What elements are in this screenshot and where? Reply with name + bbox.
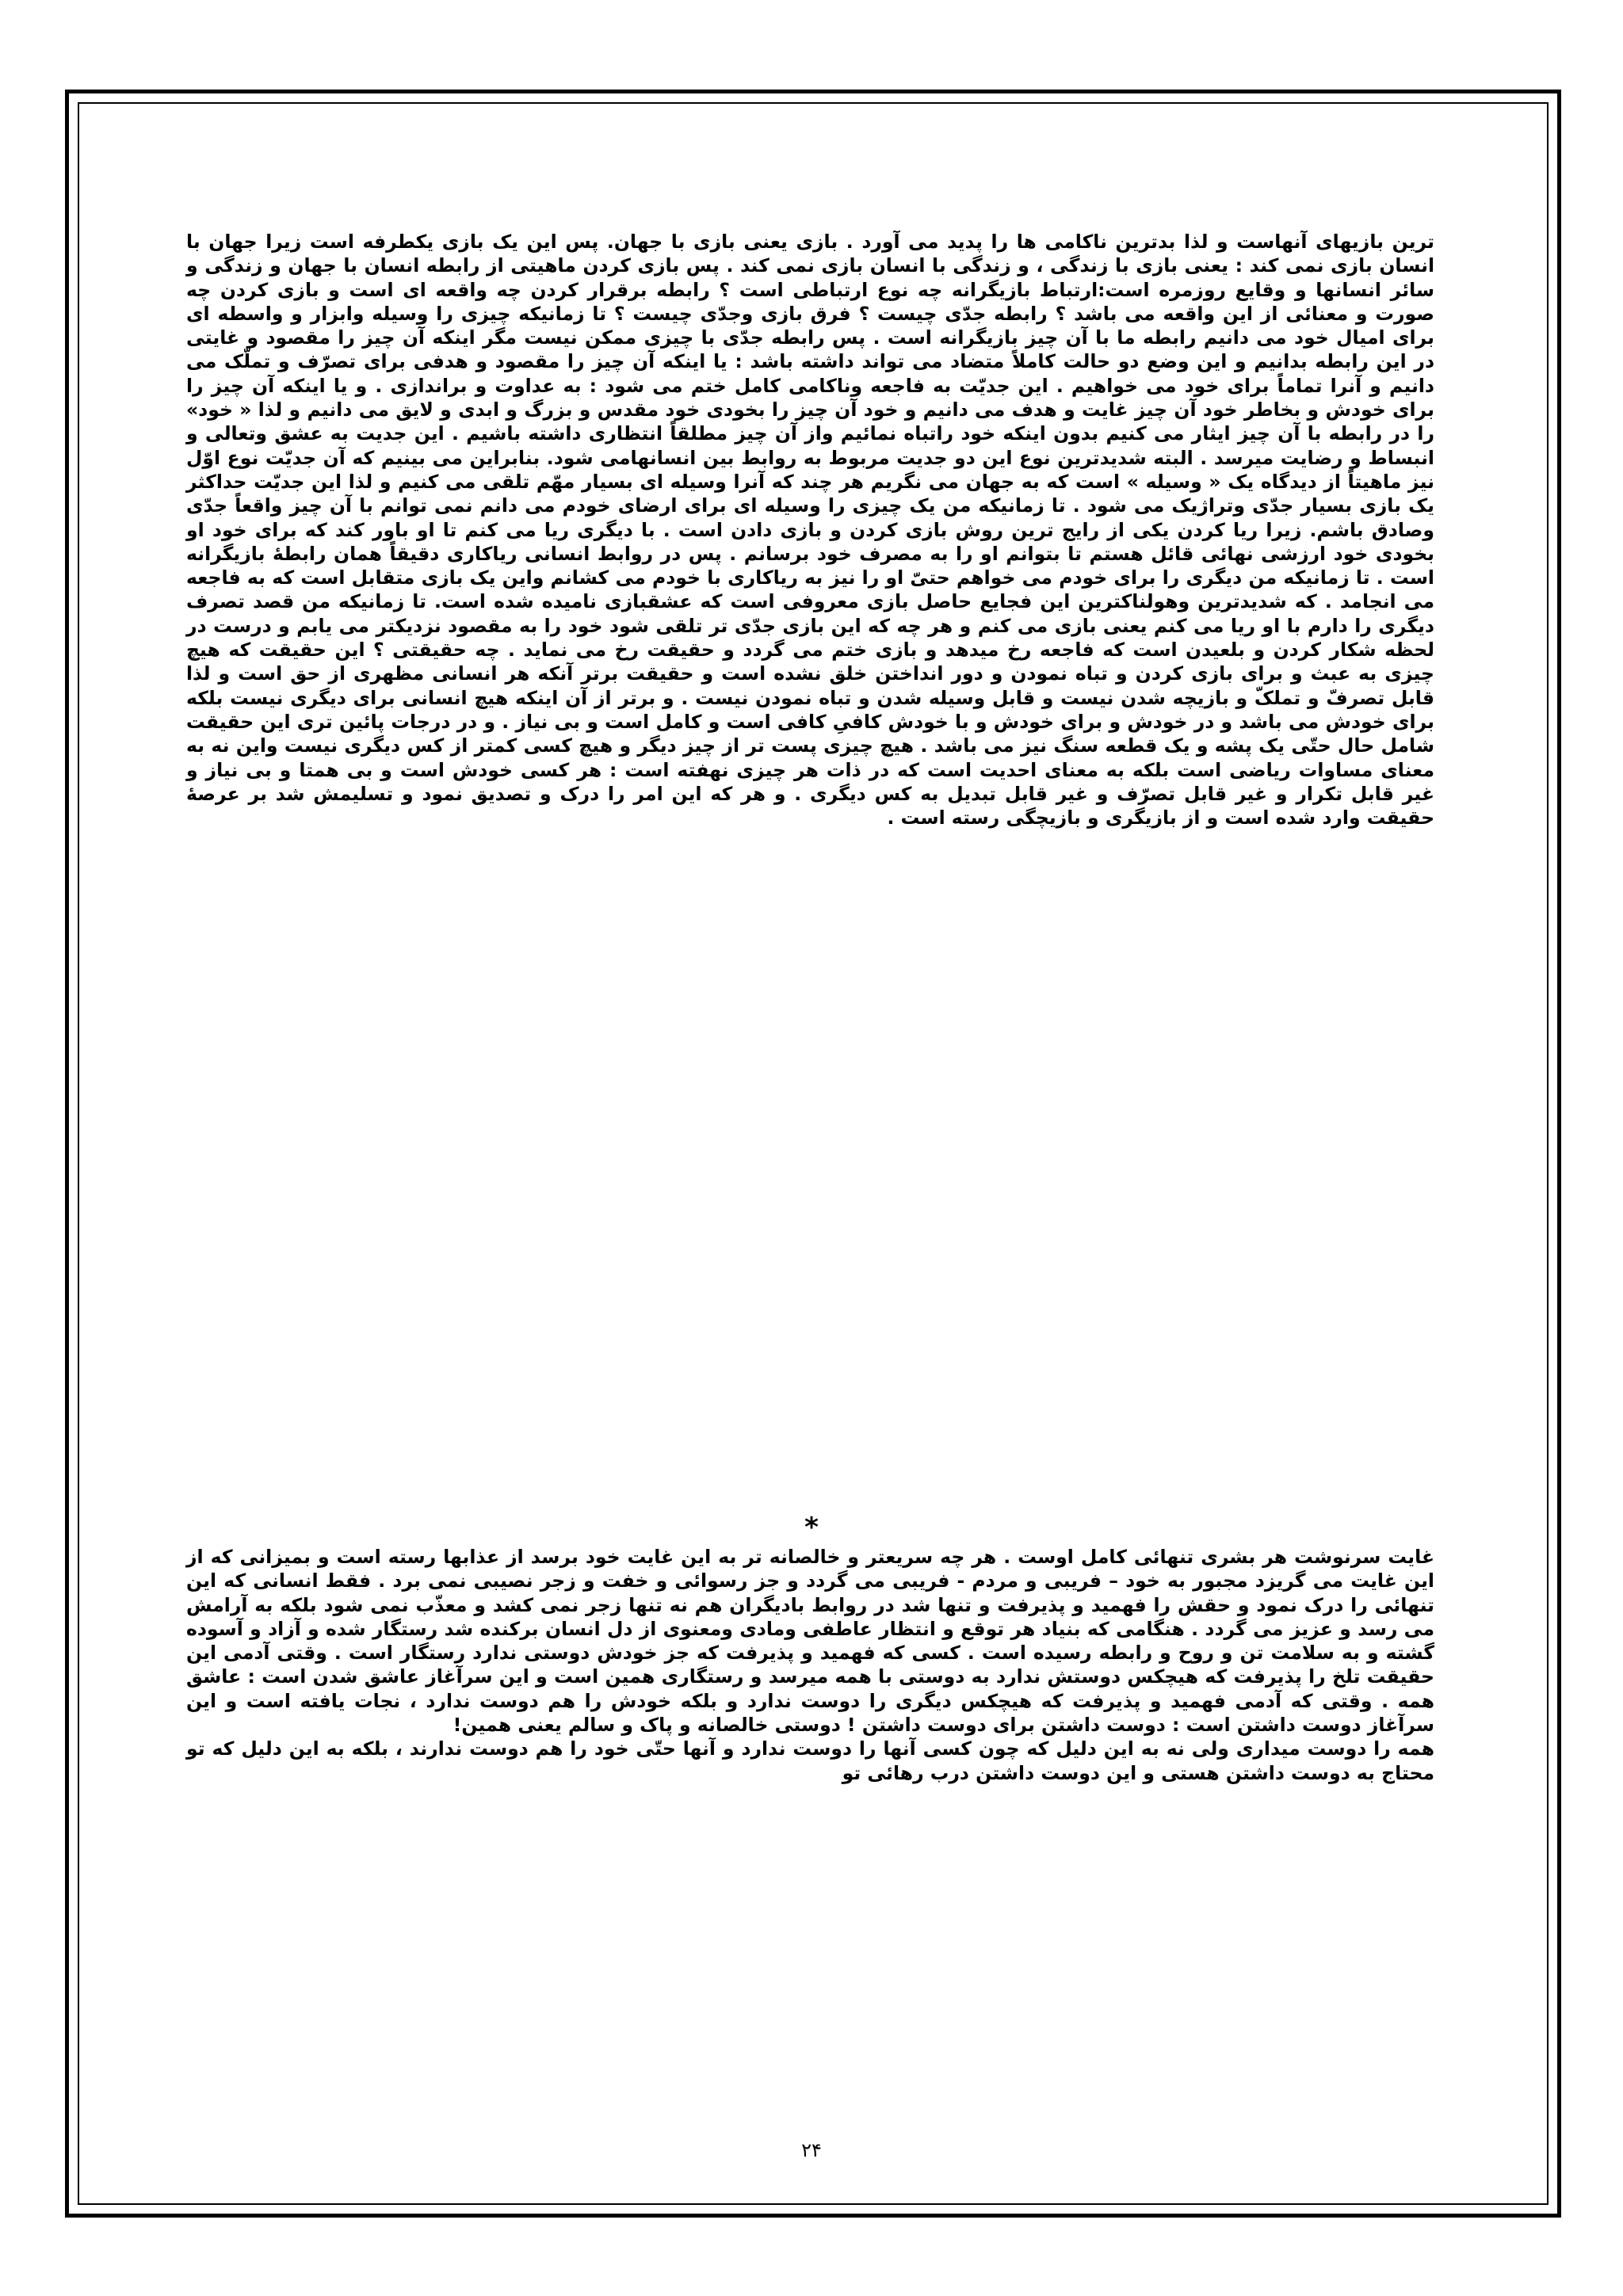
paragraph-1: ترین بازیهای آنهاست و لذا بدترین ناکامی ها را پدید می آورد . بازی یعنی بازی با جهان. پس این یک بازی یکطرفه است زیرا جهان با انسان بازی نمی کند : یعنی بازی با زندگی ، و زندگی با انسان بازی نمی کند . پس بازی کردن ماهیتی از رابطه انسان با جهان و زندگی و سائر انسانها و وقایع روزمره است:ارتباط بازیگرانه چه نوع ارتباطی است ؟ رابطه برقرار کردن چه واقعه ای است و بازی کردن چه صورت و معنائی از این واقعه می باشد ؟ رابطه جدّی چیست ؟ فرق بازی وجدّی چیست ؟ تا زمانیکه چیزی را وسیله وابزار و واسطه ای برای امیال خود می دانیم رابطه ما با آن چیز بازیگرانه است . پس رابطه جدّی با چیزی ممکن نیست مگر اینکه آن چیز را مقصود و غایتی در این رابطه بدانیم و این وضع دو حالت کاملاً متضاد می تواند داشته باشد : یا اینکه آن چیز را مقصود و هدفی برای تصرّف و تملّک می دانیم و آنرا تماماً برای خود می خواهیم . این جدیّت به فاجعه وناکامی کامل ختم می شود : به عداوت و براندازی . و یا اینکه آن چیز را برای خودش و بخاطر خود آن چیز غایت و هدف می دانیم و خود آن چیز را بخودی خود مقدس و بزرگ و ابدی و لایق می دانیم و لذا « خود» را در رابطه با آن چیز ایثار می کنیم بدون اینکه خود راتباه نمائیم واز آن چیز مطلقاً انتظاری داشته باشیم . این جدیت به عشق وتعالی و انبساط و رضایت میرسد . البته شدیدترین نوع این دو جدیت مربوط به روابط بین انسانهامی شود. بنابراین می بینیم که آن جدیّت نوع اوّل نیز ماهیتاً از دیدگاه یک « وسیله » است که به جهان می نگریم هر چند که آنرا وسیله ای بسیار مهّم تلقی می کنیم و لذا این جدیّت حداکثر یک بازی بسیار جدّی وتراژیک می شود . تا زمانیکه من یک چیزی را وسیله ای برای ارضای خودم می دانم نمی توانم با آن چیز واقعاً جدّی وصادق باشم. زیرا ریا کردن یکی از رایج ترین روش بازی کردن و بازی دادن است . با دیگری ریا می کنم تا او باور کند که برای خود او بخودی خود ارزشی نهائی قائل هستم تا بتوانم او را به مصرف خود برسانم . پس در روابط انسانی ریاکاری دقیقاً همان رابطهٔ بازیگرانه است . تا زمانیکه من دیگری را برای خودم می خواهم حتیّ او را نیز به ریاکاری با خودم می کشانم واین یک بازی متقابل است که به فاجعه می انجامد . که شدیدترین وهولناکترین این فجایع حاصل بازی معروفی است که عشقبازی نامیده شده است. تا زمانیکه من قصد تصرف دیگری را دارم با او ریا می کنم یعنی بازی می کنم و هر چه که این بازی جدّی تر تلقی شود خود را به مقصود نزدیکتر می یابم و درست در لحظه شکار کردن و بلعیدن است که فاجعه رخ میدهد و بازی ختم می گردد و حقیقت رخ می نماید . چه حقیقتی ؟ این حقیقت که هیچ چیزی به عبث و برای بازی کردن و تباه نمودن و دور انداختن خلق نشده است و حقیقت برتر آنکه هر انسانی مظهری از حق است و لذا قابل تصرفّ و تملکّ و بازیچه شدن نیست و قابل وسیله شدن و تباه نمودن نیست . و برتر از آن اینکه هیچ انسانی برای دیگری نیست بلکه برای خودش می باشد و در خودش و برای خودش و با خودش کافیِ کافی است و کامل است و بی نیاز . و در درجات پائین تری این حقیقت شامل حال حتّی یک پشه و یک قطعه سنگ نیز می باشد . هیچ چیزی پست تر از چیز دیگر و هیچ کسی کمتر از کس دیگری نیست واین نه به معنای مساوات ریاضی است بلکه به معنای احدیت است که در ذات هر چیزی نهفته است : هر کسی خودش است و بی همتا و بی نیاز و غیر قابل تکرار و غیر قابل تصرّف و غیر قابل تبدیل به کس دیگری . و هر که این امر را درک و تصدیق نمود و تسلیمش شد بر عرصهٔ حقیقت وارد شده است و از بازیگری و بازیچگی رسته است . — [186, 231, 1434, 830]
text-block-top — [186, 230, 1434, 830]
section-separator: * — [804, 1512, 819, 1543]
paragraph-2: غایت سرنوشت هر بشری تنهائی کامل اوست . هر چه سریعتر و خالصانه تر به این غایت خود برسد از عذابها رسته است و بمیزانی که از این غایت می گریزد مجبور به خود – فریبی و مردم - فریبی می گردد و جز رسوائی و خفت و زجر نصیبی نمی برد . فقط انسانی که این تنهائی را درک نمود و حقش را فهمید و پذیرفت و تنها شد در روابط بادیگران هم نه تنها زجر نمی کشد و معذّب نمی شود بلکه به آرامش می رسد و عزیز می گردد . هنگامی که بنیاد هر توقع و انتظار عاطفی ومادی ومعنوی از دل انسان برکنده شد رستگار شده و آزاد و آسوده گشته و به سلامت تن و روح و رابطه رسیده است . کسی که فهمید و پذیرفت که جز خودش دوستی ندارد رستگار است . وقتی آدمی این حقیقت تلخ را پذیرفت که هیچکس دوستش ندارد به دوستی با همه میرسد و رستگاری همین است و این سرآغاز عاشق شدن است : عاشق همه . وقتی که آدمی فهمید و پذیرفت که هیچکس دیگری را دوست ندارد و بلکه خودش را هم دوست ندارد ، نجات یافته است و این سرآغاز دوست داشتن است : دوست داشتن برای دوست داشتن ! دوستی خالصانه و پاک و سالم یعنی همین! — [186, 1546, 1434, 1737]
text-block-bottom — [186, 1545, 1434, 1785]
paragraph-3: همه را دوست میداری ولی نه به این دلیل که چون کسی آنها را دوست ندارد و آنها حتّی خود را هم دوست ندارند ، بلکه به این دلیل که تو محتاج به دوست داشتن هستی و این دوست داشتن درب رهائی تو — [186, 1737, 1434, 1784]
page-number: ۲۴ — [801, 2139, 822, 2161]
